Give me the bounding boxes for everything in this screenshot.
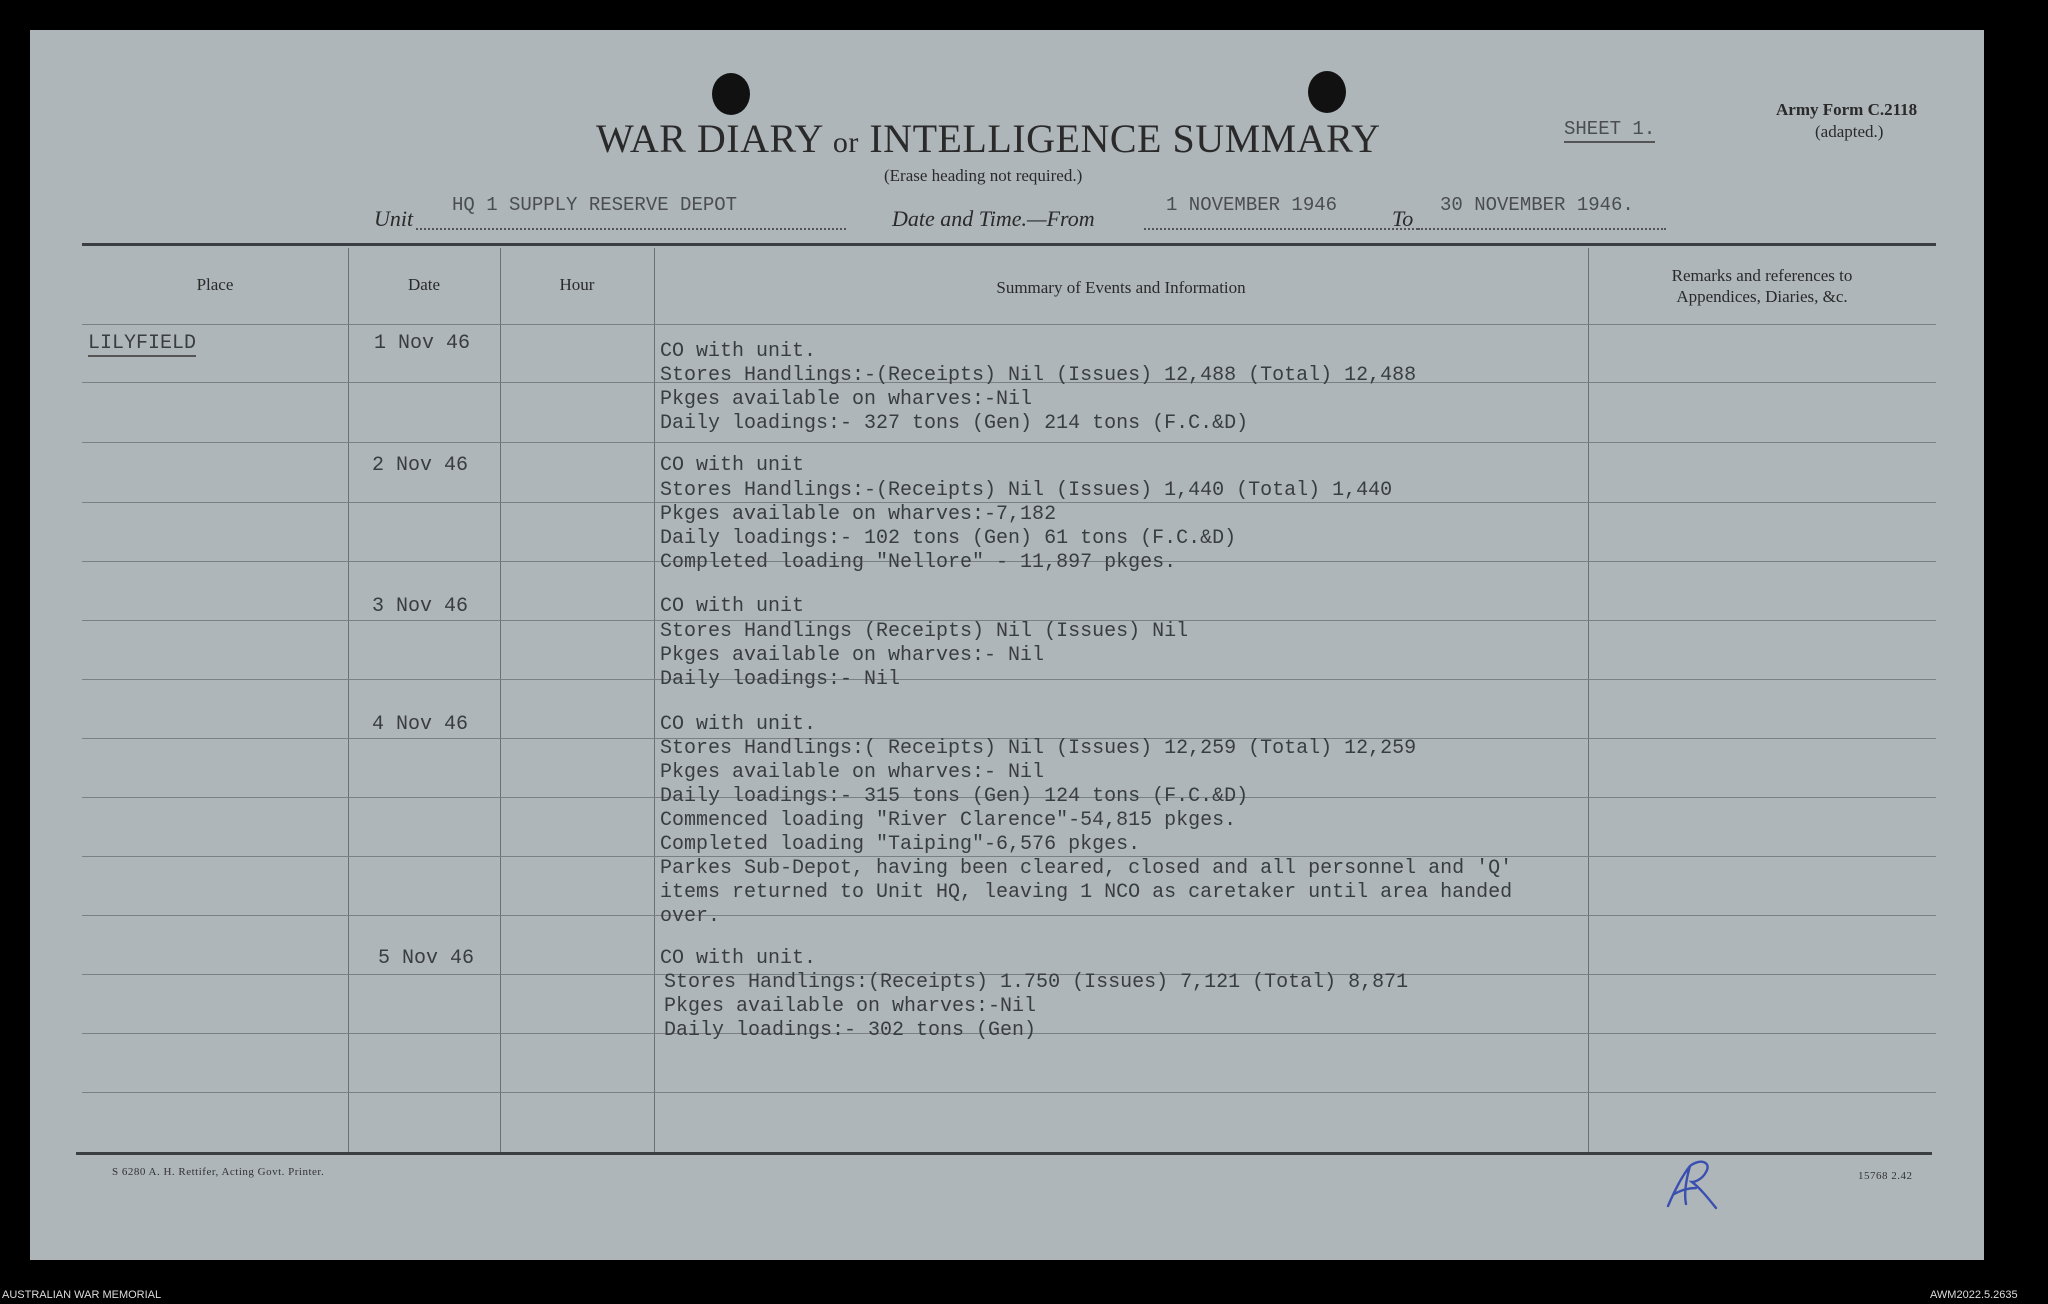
summary-line: Daily loadings:- 302 tons (Gen): [664, 1019, 1037, 1042]
ruled-line: [82, 1092, 1936, 1093]
to-date-value: 30 NOVEMBER 1946.: [1440, 194, 1634, 216]
summary-line: Daily loadings:- 102 tons (Gen) 61 tons (F.C.&D): [660, 527, 1237, 550]
table-bottom-rule: [76, 1152, 1932, 1155]
title-war-diary: WAR DIARY: [596, 116, 823, 161]
col-header-place: Place: [196, 275, 234, 294]
summary-line: CO with unit: [660, 454, 805, 477]
col-header-summary: Summary of Events and Information: [996, 278, 1246, 297]
summary-line: Pkges available on wharves:-Nil: [664, 995, 1037, 1018]
date-entry: 5 Nov 46: [378, 947, 475, 970]
form-code: 15768 2.42: [1858, 1170, 1913, 1182]
ruled-line: [82, 679, 1936, 680]
archive-label-left: AUSTRALIAN WAR MEMORIAL: [2, 1289, 162, 1301]
col-rule-date: [500, 248, 501, 1152]
summary-line: Daily loadings:- 327 tons (Gen) 214 tons (F.C.&D): [660, 412, 1249, 435]
summary-line: Pkges available on wharves:-Nil: [660, 388, 1033, 411]
summary-line: Stores Handlings (Receipts) Nil (Issues) Nil: [660, 620, 1189, 643]
summary-line: Parkes Sub-Depot, having been cleared, closed and all personnel and 'Q': [660, 857, 1513, 880]
army-form-note: (adapted.): [1815, 122, 1884, 141]
col-header-remarks-line1: Remarks and references to: [1671, 266, 1853, 285]
summary-line: Stores Handlings:( Receipts) Nil (Issues) 12,259 (Total) 12,259: [660, 737, 1417, 760]
col-header-remarks-line2: Appendices, Diaries, &c.: [1676, 287, 1848, 306]
summary-line: Daily loadings:- Nil: [660, 668, 901, 691]
punch-hole-right: [1308, 71, 1346, 113]
date-time-label: Date and Time.—From: [892, 206, 1095, 231]
to-label: To: [1392, 206, 1414, 231]
summary-line: Pkges available on wharves:- Nil: [660, 761, 1045, 784]
sheet-number: SHEET 1.: [1564, 118, 1655, 143]
col-rule-place: [348, 248, 349, 1152]
form-title: [596, 115, 1380, 162]
summary-line: Stores Handlings:(Receipts) 1.750 (Issues) 7,121 (Total) 8,871: [664, 971, 1409, 994]
date-entry: 3 Nov 46: [372, 595, 469, 618]
summary-line: Pkges available on wharves:-7,182: [660, 503, 1057, 526]
ruled-line: [82, 915, 1936, 916]
col-rule-summary: [1588, 248, 1589, 1152]
erase-note: (Erase heading not required.): [884, 166, 1083, 185]
handwritten-initials: [1656, 1154, 1736, 1214]
unit-value: HQ 1 SUPPLY RESERVE DEPOT: [452, 194, 738, 216]
title-intelligence-summary: INTELLIGENCE SUMMARY: [869, 116, 1381, 161]
date-entry: 1 Nov 46: [374, 332, 471, 355]
col-rule-hour: [654, 248, 655, 1152]
summary-line: CO with unit.: [660, 713, 817, 736]
summary-line: Commenced loading "River Clarence"-54,815 pkges.: [660, 809, 1237, 832]
army-form-name: Army Form C.2118: [1776, 100, 1918, 119]
unit-label: Unit: [374, 206, 414, 231]
col-header-date: Date: [407, 275, 441, 294]
col-header-hour: Hour: [559, 275, 595, 294]
date-entry: 4 Nov 46: [372, 713, 469, 736]
punch-hole-left: [712, 73, 750, 115]
document-sheet: [30, 30, 1984, 1260]
summary-line: Stores Handlings:-(Receipts) Nil (Issues) 12,488 (Total) 12,488: [660, 364, 1417, 387]
summary-line: CO with unit.: [660, 340, 817, 363]
summary-line: Pkges available on wharves:- Nil: [660, 644, 1045, 667]
from-date-value: 1 NOVEMBER 1946: [1166, 194, 1338, 216]
summary-line: items returned to Unit HQ, leaving 1 NCO as caretaker until area handed: [660, 881, 1513, 904]
summary-line: CO with unit.: [660, 947, 817, 970]
unit-dotted-line: [416, 228, 846, 230]
printer-imprint: S 6280 A. H. Rettifer, Acting Govt. Printer.: [112, 1166, 325, 1178]
ruled-line: [82, 442, 1936, 443]
to-dotted-line: [1418, 228, 1666, 230]
ruled-line: [82, 324, 1936, 325]
place-entry: LILYFIELD: [88, 332, 197, 355]
date-entry: 2 Nov 46: [372, 454, 469, 477]
from-dotted-line: [1144, 228, 1418, 230]
summary-line: over.: [660, 905, 721, 928]
summary-line: CO with unit: [660, 595, 805, 618]
summary-line: Completed loading "Taiping"-6,576 pkges.: [660, 833, 1141, 856]
summary-line: Daily loadings:- 315 tons (Gen) 124 tons (F.C.&D): [660, 785, 1249, 808]
summary-line: Stores Handlings:-(Receipts) Nil (Issues) 1,440 (Total) 1,440: [660, 479, 1393, 502]
title-or: or: [832, 126, 859, 159]
summary-line: Completed loading "Nellore" - 11,897 pkges.: [660, 551, 1177, 574]
archive-reference: AWM2022.5.2635: [1930, 1289, 2018, 1301]
table-top-rule: [82, 243, 1936, 246]
